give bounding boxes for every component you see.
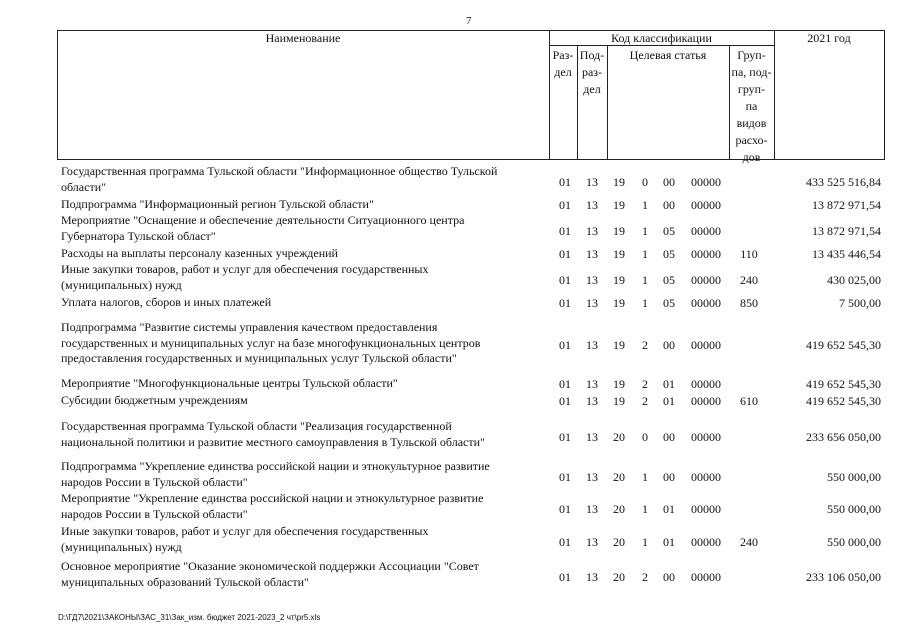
row-name-line: Иные закупки товаров, работ и услуг для обеспечения государственных xyxy=(61,524,429,538)
code-t3: 05 xyxy=(663,272,675,287)
row-amount: 233 106 050,00 xyxy=(806,569,881,584)
header-group-line: расхо- xyxy=(735,133,768,147)
code-t2: 1 xyxy=(642,223,648,238)
code-t1: 20 xyxy=(613,534,625,549)
header-year: 2021 год xyxy=(807,31,851,45)
code-pr: 13 xyxy=(586,429,598,444)
code-pr: 13 xyxy=(586,569,598,584)
code-rz: 01 xyxy=(559,501,571,516)
code-pr: 13 xyxy=(586,469,598,484)
row-name-line: Мероприятие "Оснащение и обеспечение деятельности Ситуационного центра xyxy=(61,213,465,227)
row-name xyxy=(61,419,539,450)
header-podrazdel-line: дел xyxy=(583,82,601,96)
row-amount: 550 000,00 xyxy=(827,469,881,484)
code-t1: 20 xyxy=(613,429,625,444)
row-name xyxy=(61,295,539,311)
code-t2: 1 xyxy=(642,534,648,549)
row-name-line: Расходы на выплаты персоналу казенных учреждений xyxy=(61,246,338,260)
header-group-line: па, под- xyxy=(731,65,772,79)
code-rz: 01 xyxy=(559,534,571,549)
code-t2: 1 xyxy=(642,272,648,287)
code-t3: 00 xyxy=(663,429,675,444)
row-name xyxy=(61,213,539,244)
code-t2: 0 xyxy=(642,429,648,444)
code-t4: 00000 xyxy=(691,569,721,584)
code-rz: 01 xyxy=(559,429,571,444)
row-amount: 419 652 545,30 xyxy=(806,338,881,353)
code-t3: 00 xyxy=(663,338,675,353)
code-vr: 850 xyxy=(740,295,758,310)
header-group-line: Груп- xyxy=(737,48,766,62)
code-vr: 610 xyxy=(740,393,758,408)
row-name-line: (муниципальных) нужд xyxy=(61,539,182,554)
code-t3: 01 xyxy=(663,393,675,408)
row-name xyxy=(61,197,539,213)
code-t4: 00000 xyxy=(691,174,721,189)
row-name-line: народов России в Тульской области" xyxy=(61,506,248,521)
code-t1: 19 xyxy=(613,272,625,287)
code-rz: 01 xyxy=(559,223,571,238)
code-t1: 20 xyxy=(613,469,625,484)
code-t4: 00000 xyxy=(691,429,721,444)
code-pr: 13 xyxy=(586,338,598,353)
row-name-line: (муниципальных) нужд xyxy=(61,277,182,292)
row-amount: 233 656 050,00 xyxy=(806,429,881,444)
code-rz: 01 xyxy=(559,569,571,584)
code-t4: 00000 xyxy=(691,338,721,353)
row-name-line: государственных и муниципальных услуг на базе многофункциональных центров xyxy=(61,335,481,350)
code-t3: 00 xyxy=(663,469,675,484)
code-rz: 01 xyxy=(559,174,571,189)
header-group-line: па xyxy=(745,99,758,113)
file-path-footer: D:\ГД7\2021\ЗАКОНЫ\ЗАС_31\Зак_изм. бюджет 2021-2023_2 чт\pr5.xls xyxy=(58,613,321,622)
code-t4: 00000 xyxy=(691,469,721,484)
row-name-line: Государственная программа Тульской области "Реализация государственной xyxy=(61,419,452,433)
row-amount: 13 872 971,54 xyxy=(812,223,881,238)
code-t4: 00000 xyxy=(691,501,721,516)
code-pr: 13 xyxy=(586,376,598,391)
code-rz: 01 xyxy=(559,393,571,408)
row-name-line: Мероприятие "Многофункциональные центры Тульской области" xyxy=(61,376,398,390)
row-amount: 419 652 545,30 xyxy=(806,393,881,408)
row-amount: 13 872 971,54 xyxy=(812,197,881,212)
header-group-line: груп- xyxy=(737,82,766,96)
row-name xyxy=(61,491,539,522)
row-amount: 430 025,00 xyxy=(827,272,881,287)
code-vr: 240 xyxy=(740,534,758,549)
code-t2: 1 xyxy=(642,197,648,212)
code-pr: 13 xyxy=(586,295,598,310)
code-pr: 13 xyxy=(586,501,598,516)
row-name-line: Государственная программа Тульской области "Информационное общество Тульской xyxy=(61,164,498,178)
code-pr: 13 xyxy=(586,246,598,261)
code-t4: 00000 xyxy=(691,223,721,238)
code-pr: 13 xyxy=(586,272,598,287)
code-t1: 19 xyxy=(613,246,625,261)
code-rz: 01 xyxy=(559,469,571,484)
row-name xyxy=(61,164,539,195)
row-amount: 550 000,00 xyxy=(827,501,881,516)
code-pr: 13 xyxy=(586,197,598,212)
code-t2: 1 xyxy=(642,501,648,516)
code-vr: 240 xyxy=(740,272,758,287)
code-t3: 00 xyxy=(663,174,675,189)
code-t1: 19 xyxy=(613,197,625,212)
code-t4: 00000 xyxy=(691,272,721,287)
code-t4: 00000 xyxy=(691,376,721,391)
header-podrazdel-line: раз- xyxy=(581,65,603,79)
code-t1: 19 xyxy=(613,376,625,391)
code-pr: 13 xyxy=(586,534,598,549)
code-t3: 01 xyxy=(663,534,675,549)
code-t1: 20 xyxy=(613,501,625,516)
code-t1: 20 xyxy=(613,569,625,584)
code-t1: 19 xyxy=(613,338,625,353)
row-amount: 550 000,00 xyxy=(827,534,881,549)
code-t3: 05 xyxy=(663,295,675,310)
code-t2: 2 xyxy=(642,569,648,584)
code-pr: 13 xyxy=(586,174,598,189)
row-name xyxy=(61,559,539,590)
code-t1: 19 xyxy=(613,174,625,189)
code-pr: 13 xyxy=(586,223,598,238)
page-number: 7 xyxy=(466,15,472,27)
row-amount: 7 500,00 xyxy=(839,295,881,310)
header-group-line: видов xyxy=(736,116,767,130)
row-name-line: народов России в Тульской области" xyxy=(61,474,248,489)
row-name-line: Уплата налогов, сборов и иных платежей xyxy=(61,295,272,309)
code-t3: 00 xyxy=(663,197,675,212)
row-name xyxy=(61,262,539,293)
row-name-line: Мероприятие "Укрепление единства российской нации и этнокультурное развитие xyxy=(61,491,484,505)
row-name-line: Подпрограмма "Укрепление единства российской нации и этнокультурное развитие xyxy=(61,459,490,473)
code-t3: 01 xyxy=(663,501,675,516)
code-t3: 05 xyxy=(663,246,675,261)
code-t4: 00000 xyxy=(691,393,721,408)
code-rz: 01 xyxy=(559,295,571,310)
header-group-line: дов xyxy=(742,150,761,164)
code-t1: 19 xyxy=(613,295,625,310)
code-rz: 01 xyxy=(559,272,571,287)
row-name xyxy=(61,246,539,262)
code-t4: 00000 xyxy=(691,295,721,310)
row-amount: 433 525 516,84 xyxy=(806,174,881,189)
code-t1: 19 xyxy=(613,393,625,408)
row-name-line: Подпрограмма "Развитие системы управления качеством предоставления xyxy=(61,320,438,334)
code-t3: 00 xyxy=(663,569,675,584)
header-classification: Код классификации xyxy=(611,31,712,45)
code-t2: 2 xyxy=(642,338,648,353)
code-t2: 1 xyxy=(642,469,648,484)
header-podrazdel-line: Под- xyxy=(579,48,605,62)
code-t3: 05 xyxy=(663,223,675,238)
code-t2: 2 xyxy=(642,393,648,408)
code-rz: 01 xyxy=(559,246,571,261)
code-rz: 01 xyxy=(559,376,571,391)
row-name xyxy=(61,393,539,409)
code-t2: 1 xyxy=(642,246,648,261)
code-t3: 01 xyxy=(663,376,675,391)
row-name xyxy=(61,376,539,392)
code-t4: 00000 xyxy=(691,246,721,261)
code-rz: 01 xyxy=(559,197,571,212)
row-name xyxy=(61,459,539,490)
row-amount: 13 435 446,54 xyxy=(812,246,881,261)
row-name-line: Основное мероприятие "Оказание экономической поддержки Ассоциации "Совет xyxy=(61,559,479,573)
code-vr: 110 xyxy=(740,246,758,261)
row-name-line: области" xyxy=(61,179,107,194)
code-t2: 1 xyxy=(642,295,648,310)
code-t4: 00000 xyxy=(691,534,721,549)
row-name-line: муниципальных образований Тульской области" xyxy=(61,574,309,589)
row-name-line: предоставления государственных и муниципальных услуг Тульской области" xyxy=(61,351,457,365)
code-pr: 13 xyxy=(586,393,598,408)
row-amount: 419 652 545,30 xyxy=(806,376,881,391)
row-name xyxy=(61,320,539,367)
code-t1: 19 xyxy=(613,223,625,238)
header-razdel-line: дел xyxy=(554,65,572,79)
header-target: Целевая статья xyxy=(629,48,707,62)
code-t2: 0 xyxy=(642,174,648,189)
code-t4: 00000 xyxy=(691,197,721,212)
header-name: Наименование xyxy=(265,31,341,45)
row-name xyxy=(61,524,539,555)
row-name-line: национальной политики и развитие местного самоуправления в Тульской области" xyxy=(61,434,485,449)
row-name-line: Иные закупки товаров, работ и услуг для обеспечения государственных xyxy=(61,262,429,276)
header-razdel-line: Раз- xyxy=(552,48,574,62)
row-name-line: Подпрограмма "Информационный регион Тульской области" xyxy=(61,197,374,211)
code-rz: 01 xyxy=(559,338,571,353)
row-name-line: Губернатора Тульской област" xyxy=(61,228,216,243)
row-name-line: Субсидии бюджетным учреждениям xyxy=(61,393,248,407)
code-t2: 2 xyxy=(642,376,648,391)
